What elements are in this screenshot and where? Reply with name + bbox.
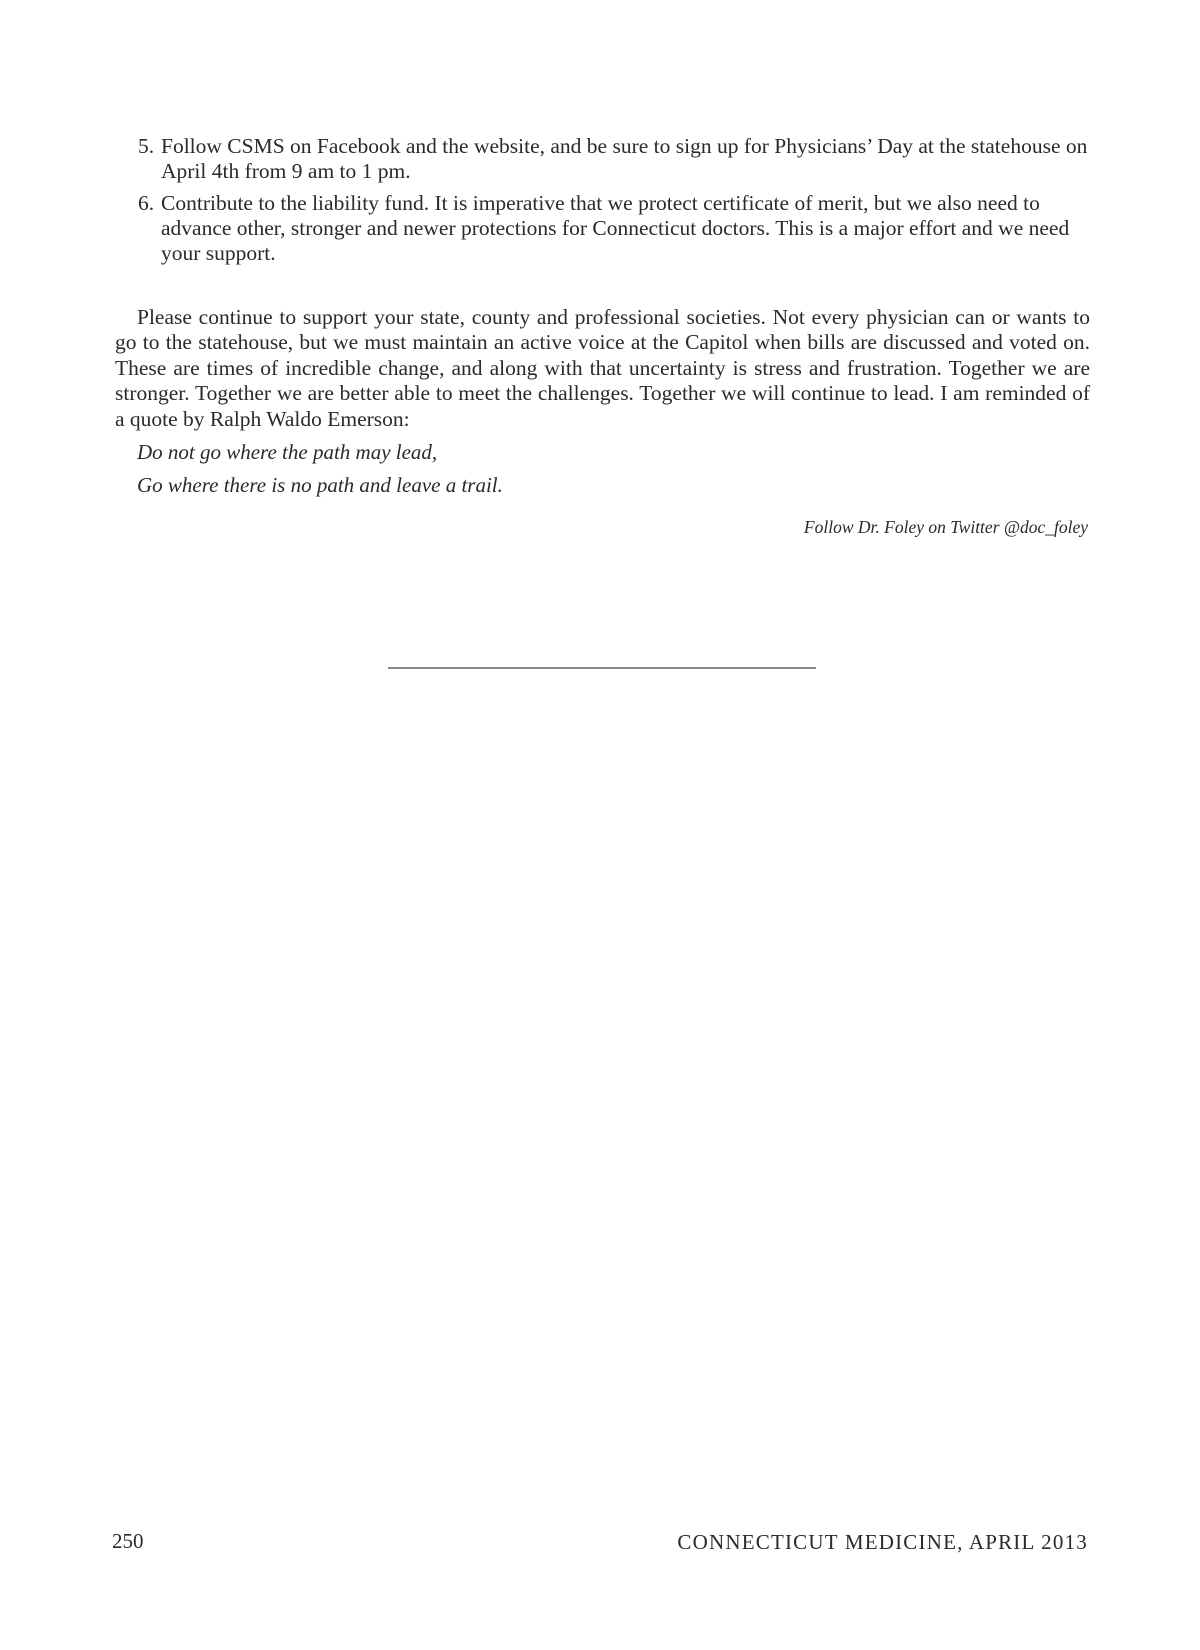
quote-line-1: Do not go where the path may lead, — [137, 440, 438, 464]
list-item-number: 6. — [138, 191, 155, 215]
list-item-text: Contribute to the liability fund. It is imperative that we protect certificate of merit, but we also need to advance other, stronger and newer protections for Connecticut doctors. This is a major effort and we need your support. — [161, 191, 1070, 265]
list-item-text: Follow CSMS on Facebook and the website, and be sure to sign up for Physicians’ Day at the statehouse on April 4th from 9 am to 1 pm. — [161, 134, 1088, 183]
quote-line-2: Go where there is no path and leave a trail. — [137, 473, 503, 497]
list-item — [138, 191, 1088, 266]
emerson-quote — [137, 436, 503, 502]
section-divider — [388, 667, 816, 669]
list-item — [138, 134, 1088, 184]
list-item-number: 5. — [138, 134, 155, 158]
action-list — [138, 134, 1088, 273]
twitter-note: Follow Dr. Foley on Twitter @doc_foley — [803, 517, 1088, 537]
journal-title: CONNECTICUT MEDICINE, APRIL 2013 — [677, 1530, 1088, 1554]
body-paragraph: Please continue to support your state, county and professional societies. Not every physician can or wants to go to the statehouse, but we must maintain an active voice at the Capitol when bills are discussed and voted on. These are times of incredible change, and along with that uncertainty is stress and frustration. Together we are stronger. Together we are better able to meet the challenges. Together we will continue to lead. I am reminded of a quote by Ralph Waldo Emerson: — [115, 305, 1090, 431]
page-number: 250 — [112, 1529, 144, 1553]
